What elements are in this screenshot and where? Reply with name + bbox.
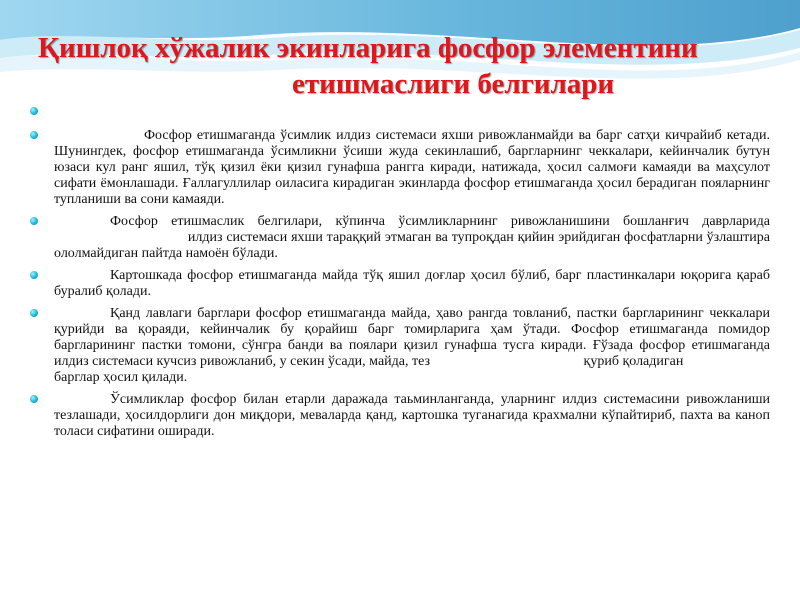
- bullet-item-3: [30, 268, 770, 300]
- paragraph-4-tail: қуриб қоладиган: [583, 354, 684, 369]
- paragraph-5-text: Ўсимликлар фосфор билан етарли даражада таьминланганда, уларнинг илдиз системасини ривожланиши тезлашади, ҳосилдорлиги дон миқдори, меваларда қанд, картошка туганагида крахмални кўпайтириб, пахта ва каноп толаси сифатини оширади.: [54, 392, 770, 439]
- paragraph-1-line-1: Фосфор етишмаганда ўсимлик илдиз системаси яхши ривожланмайди ва барг сатҳи: [144, 128, 661, 143]
- bullet-item-empty: [30, 104, 770, 122]
- bullet-item-2: [30, 214, 770, 262]
- bullet-item-1: [30, 128, 770, 208]
- paragraph-2-part-b: илдиз системаси яхши тараққий этмаган ва тупроқдан қийин эрийдиган фосфатларни ўзлаштира ололмайдиган пайтда намоён бўлади.: [54, 230, 771, 261]
- paragraph-2-line-1: Фосфор етишмаслик белгилари, кўпинча ўсимликларнинг ривожланишини бошланғич: [110, 214, 689, 229]
- bullet-icon: [30, 217, 38, 225]
- bullet-item-5: [30, 392, 770, 440]
- bullet-icon: [30, 131, 38, 139]
- title-line-2: етишмаслиги белгилари: [292, 68, 615, 100]
- bullet-icon: [30, 309, 38, 317]
- paragraph-4-end: барглар ҳосил қилади.: [54, 370, 188, 385]
- bullet-icon: [30, 107, 38, 115]
- title-line-1: Қишлоқ хўжалик экинларига фосфор элементини: [38, 32, 698, 64]
- paragraph-4-text: Қанд лавлаги барглари фосфор етишмаганда майда, ҳаво рангда товланиб, пастки баргларининг чеккалари қурийди ва қораяди, кейинчалик бу қорайиш барг томирларига ҳам ўтади. Фосфор етишмаганда помидор баргларининг пастки томони, сўнгра банди ва поялари қизил гунафша тусга киради. Ғўзада фосфор етишмаганда илдиз системаси кучсиз ривожланиб, у секин ўсади, майда, тез: [54, 306, 770, 369]
- paragraph-2-part-a: даврларида: [702, 214, 771, 229]
- paragraph-1-text: кичрайиб кетади. Шунингдек, фосфор етишмаганда ўсимликни ўсиши жуда секинлашиб, баргларнинг чеккалари, кейинчалик бутун юзаси кул ранг яшил, тўқ қизил ёки қизил гунафша рангга киради, натижада, ҳосил салмоғи камаяди ва маҳсулот сифати ёмонлашади. Ғаллагуллилар оиласига кирадиган экинларда фосфор етишмаганда ҳосил берадиган пояларнинг тупланиши ва сони камаяди.: [54, 128, 771, 207]
- slide-title: [0, 30, 800, 102]
- bullet-list: [30, 104, 770, 446]
- bullet-icon: [30, 271, 38, 279]
- paragraph-3-text: Картошкада фосфор етишмаганда майда тўқ яшил доғлар ҳосил бўлиб, барг пластинкалари юқорига қараб буралиб қолади.: [54, 268, 770, 299]
- bullet-icon: [30, 395, 38, 403]
- bullet-item-4: [30, 306, 770, 386]
